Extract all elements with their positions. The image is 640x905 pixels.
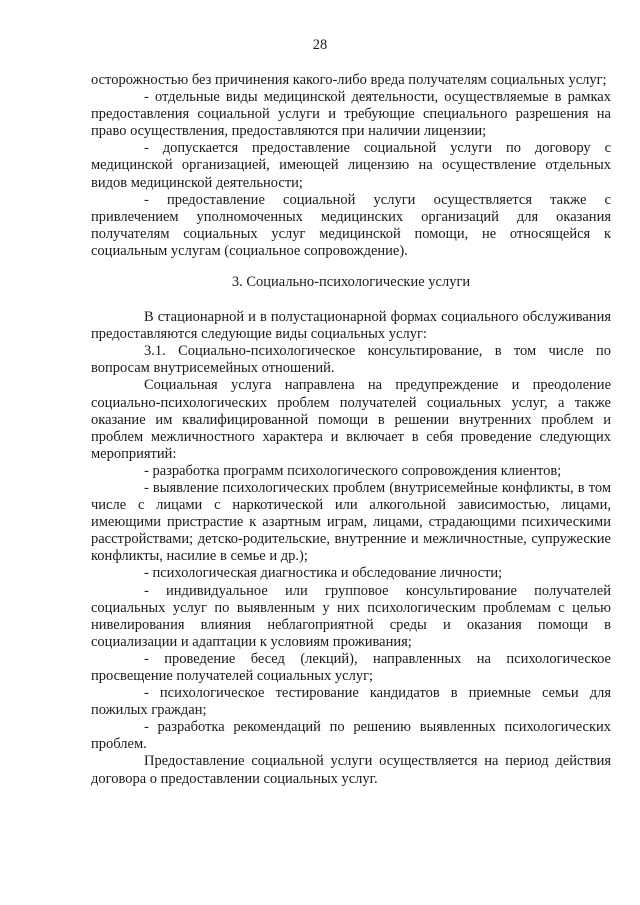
paragraph-item-3-1: 3.1. Социально-психологическое консультирование, в том числе по вопросам внутрисемейных отношений. [91, 343, 611, 377]
list-item-consulting: - индивидуальное или групповое консультирование получателей социальных услуг по выявленным у них психологическим проблемам с целью нивелирования влияния неблагоприятной среды и оказания помощи в социализации и адаптации к условиям проживания; [91, 582, 611, 650]
page-number: 28 [312, 37, 328, 53]
list-item-testing-candidates: - психологическое тестирование кандидатов в приемные семьи для пожилых граждан; [91, 685, 611, 719]
paragraph-service-period: Предоставление социальной услуги осуществляется на период действия договора о предоставлении социальных услуг. [91, 753, 611, 787]
paragraph-continuation: осторожностью без причинения какого-либо вреда получателям социальных услуг; [91, 72, 607, 88]
list-item-problem-detection: - выявление психологических проблем (внутрисемейные конфликты, в том числе с лицами с наркотической или алкогольной зависимостью, лицами, имеющими пристрастие к азартным играм, лицами, страдающими психическими расстройствами; детско-родительские, внутренние и межличностные, супружеские конфликты, насилие в семье и др.); [91, 479, 611, 565]
document-body [91, 72, 611, 788]
list-item-recommendations: - разработка рекомендаций по решению выявленных психологических проблем. [91, 719, 611, 753]
list-item-lectures: - проведение бесед (лекций), направленных на психологическое просвещение получателей социальных услуг; [91, 650, 611, 684]
list-item-contract-with-medical-org: - допускается предоставление социальной услуги по договору с медицинской организацией, имеющей лицензию на осуществление отдельных видов медицинской деятельности; [91, 140, 611, 191]
list-item-licensed-activities: - отдельные виды медицинской деятельности, осуществляемые в рамках предоставления социальной услуги и требующие специального разрешения на право осуществления, предоставляются при наличии лицензии; [91, 89, 611, 140]
list-item-authorized-medical-orgs: - предоставление социальной услуги осуществляется также с привлечением уполномоченных медицинских организаций для оказания получателям социальных услуг медицинской помощи, не относящейся к социальным услугам (социальное сопровождение). [91, 191, 611, 259]
list-item-diagnostics: - психологическая диагностика и обследование личности; [144, 565, 503, 582]
paragraph-service-purpose: Социальная услуга направлена на предупреждение и преодоление социально-психологических проблем получателей социальных услуг, а также оказание им квалифицированной помощи в решении внутренних проблем и проблем межличностного характера и включает в себя проведение следующих мероприятий: [91, 377, 611, 462]
paragraph-forms-of-service: В стационарной и в полустационарной формах социального обслуживания предоставляются следующие виды социальных услуг: [91, 309, 611, 343]
section-heading: 3. Социально-психологические услуги [231, 274, 471, 291]
list-item-programs: - разработка программ психологического сопровождения клиентов; [144, 462, 562, 479]
